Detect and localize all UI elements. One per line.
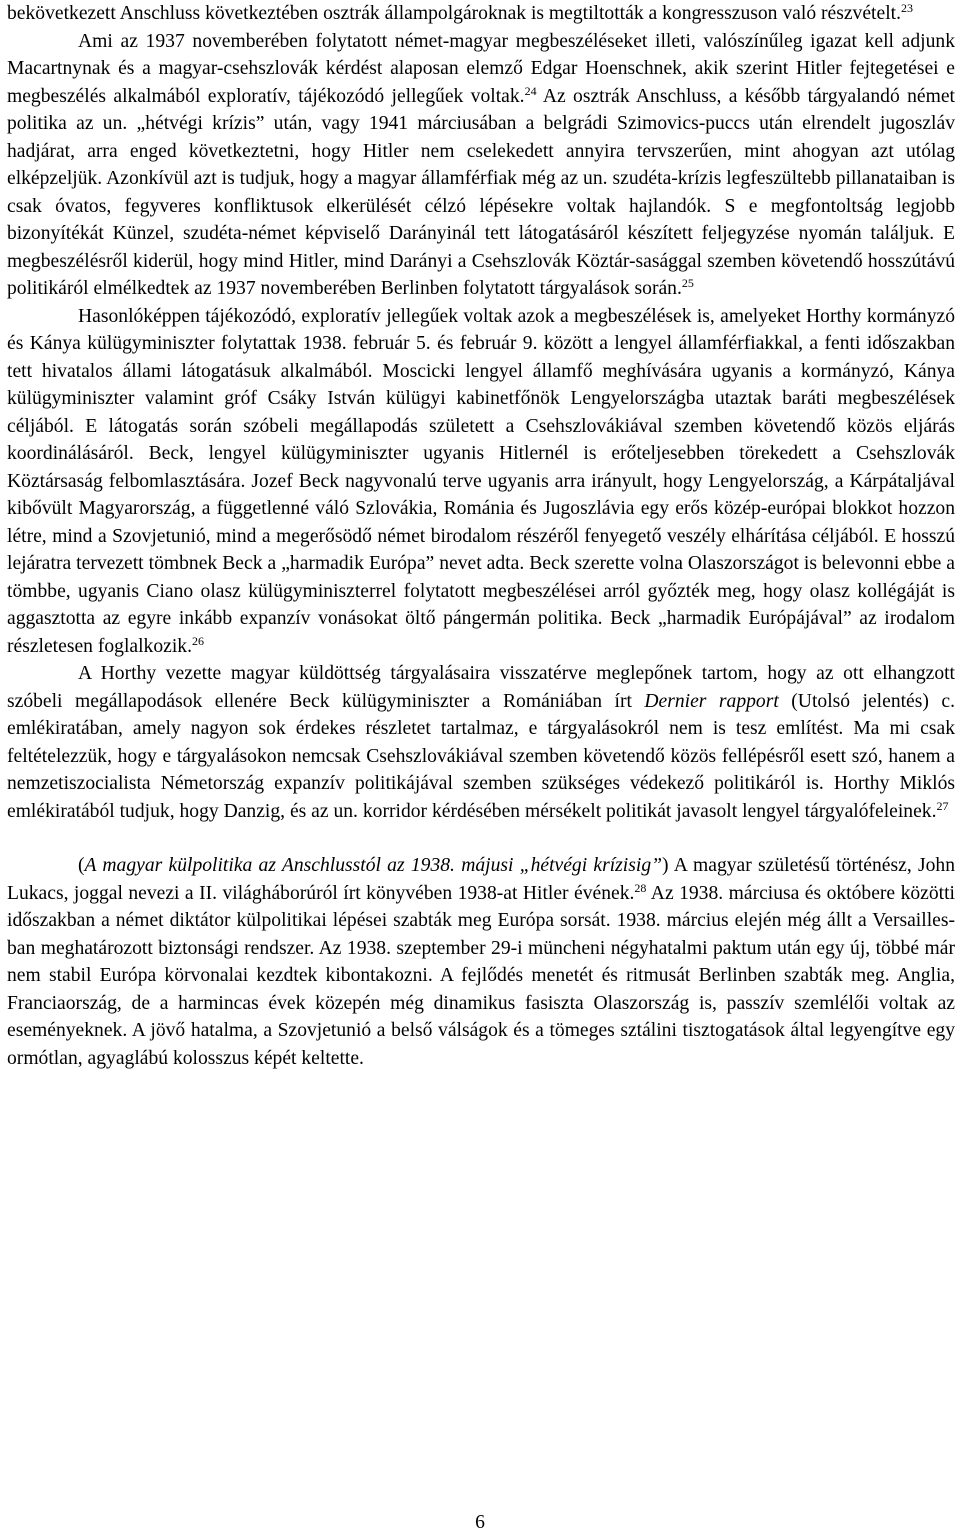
footnote-marker[interactable]: 28 (634, 880, 647, 895)
footnote-marker[interactable]: 27 (936, 798, 949, 813)
text-run: ( (78, 855, 85, 876)
italic-title: A magyar külpolitika az Anschlusstól az 1938. májusi „hétvégi krízisig” (84, 855, 663, 876)
text-run: Hasonlóképpen tájékozódó, exploratív jellegűek voltak azok a megbeszélések is, amelyeket Horthy kormányzó és Kánya külügyminiszter folytattak 1938. február 5. és február 9. között a lengyel államférfiakkal, a fenti időszakban tett hivatalos állami látogatásuk alkalmából. Moscicki lengyel államfő meghívására ugyanis a kormányzó, Kánya külügyminiszter valamint gróf Csáky István külügyi kabinetfőnök Lengyelországba utaztak baráti megbeszélések céljából. E látogatás során szóbeli megállapodás született a Csehszlovákiával szemben követendő közös eljárás koordinálásáról. Beck, lengyel külügyminiszter ugyanis Hitlernél is erőteljesebben törekedett a Csehszlovák Köztársaság felbomlasztására. Jozef Beck nagyvonalú terve ugyanis arra irányult, hogy Lengyelország, a Kárpátaljával kibővült Magyarország, a függetlenné váló Szlovákia, Románia és Jugoszlávia egy erős közép-európai blokkot hozzon létre, mind a Szovjetunió, mind a megerősödő német birodalom részéről fenyegető veszély elhárítása céljából. E hosszú lejáratra tervezett tömbnek Beck a „harmadik Európa” nevet adta. Beck szerette volna Olaszországot is belevonni ebbe a tömbbe, ugyanis Ciano olasz külügyminiszterrel folytatott megbeszélései arról győzték meg, hogy olasz kollégáját is aggasztotta az egyre inkább expanzív vonásokat öltő pángermán politika. Beck „harmadik Európájával” az irodalom részletesen foglalkozik. (7, 305, 955, 657)
text-run: bekövetkezett Anschluss következtében osztrák állampolgároknak is megtiltották a kongresszuson való részvételt. (7, 3, 901, 24)
text-run: ) A magyar születésű történész, John Lukacs, joggal nevezi a II. világháborúról írt könyvében 1938-at Hitler évének. (7, 855, 955, 904)
footnote-marker[interactable]: 26 (191, 633, 204, 648)
paragraph (7, 660, 955, 825)
footnote-marker[interactable]: 23 (900, 1, 913, 15)
text-run: Az 1938. márciusa és októbere közötti időszakban a német diktátor külpolitikai lépései szabták meg Európa sorsát. 1938. március elején még állt a Versailles-ban meghatározott biztonsági rendszer. Az 1938. szeptember 29-i müncheni négyhatalmi paktum után egy új, többé már nem stabil Európa körvonalai kezdtek kibontakozni. A fejlődés menetét és ritmusát Berlinben szabták meg. Anglia, Franciaország, de a harmincas évek közepén még dinamikus fasiszta Olaszország is, passzív szemlélői voltak az eseményeknek. A jövő hatalma, a Szovjetunió a belső válságok és a tömeges sztálini tisztogatások által legyengítve egy ormótlan, agyaglábú kolosszus képét keltette. (7, 882, 955, 1069)
italic-title: Dernier rapport (644, 690, 779, 712)
text-run: (Utolsó jelentés) c. emlékiratában, amely nagyon sok érdekes részletet tartalmaz, e tárgyalásokról nem is tesz említést. Ma mi csak feltételezzük, hogy e tárgyalásokon nemcsak Csehszlovákiával szemben követendő közös fellépésről esett szó, hanem a nemzetiszocialista Németország expanzív politikájával szemben szükséges védekező politikáról is. Horthy Miklós emlékiratából tudjuk, hogy Danzig, és az un. korridor kérdésében mérsékelt politikát javasolt lengyel tárgyalófeleinek. (7, 690, 955, 822)
text-run: A Horthy vezette magyar küldöttség tárgyalásaira visszatérve meglepőnek tartom, hogy az ott elhangzott szóbeli megállapodások ellenére Beck külügyminiszter a Romániában írt (7, 663, 955, 712)
paragraph (7, 0, 955, 28)
footnote-marker[interactable]: 24 (524, 83, 537, 98)
document-body (7, 0, 955, 1072)
paragraph (7, 28, 955, 303)
footnote-marker[interactable]: 25 (681, 276, 694, 290)
paragraph (7, 303, 955, 661)
text-run: Ami az 1937 novemberében folytatott német-magyar megbeszéléseket illeti, valószínűleg igazat kell adjunk Macartnynak és a magyar-csehszlovák kérdést alaposan elemző Edgar Hoenschnek, akik szerint Hitler fejtegetései e megbeszélés alkalmából exploratív, tájékozódó jellegűek voltak. (7, 30, 955, 107)
page-number: 6 (475, 1512, 485, 1533)
paragraph (7, 852, 955, 1072)
text-run: Az osztrák Anschluss, a később tárgyalandó német politika az un. „hétvégi krízis” után, vagy 1941 márciusában a belgrádi Szimovics-puccs után elrendelt jugoszláv hadjárat, arra enged következtetni, hogy Hitler nem cselekedett annyira tervszerűen, mint ahogyan azt utólag elképzeljük. Azonkívül azt is tudjuk, hogy a magyar államférfiak még az un. szudéta-krízis legfeszültebb pillanataiban is csak óvatos, fegyveres konfliktusok elkerülését célzó lépésekre voltak hajlandók. S e megfontoltság legjobb bizonyítékát Künzel, szudéta-német képviselő Darányinál tett látogatásáról készített feljegyzése nyomán találjuk. E megbeszélésről kiderül, hogy mind Hitler, mind Darányi a Csehszlovák Köztár-sasággal szemben követendő hosszútávú politikáról elmélkedtek az 1937 novemberében Berlinben folytatott tárgyalások során. (7, 85, 955, 299)
